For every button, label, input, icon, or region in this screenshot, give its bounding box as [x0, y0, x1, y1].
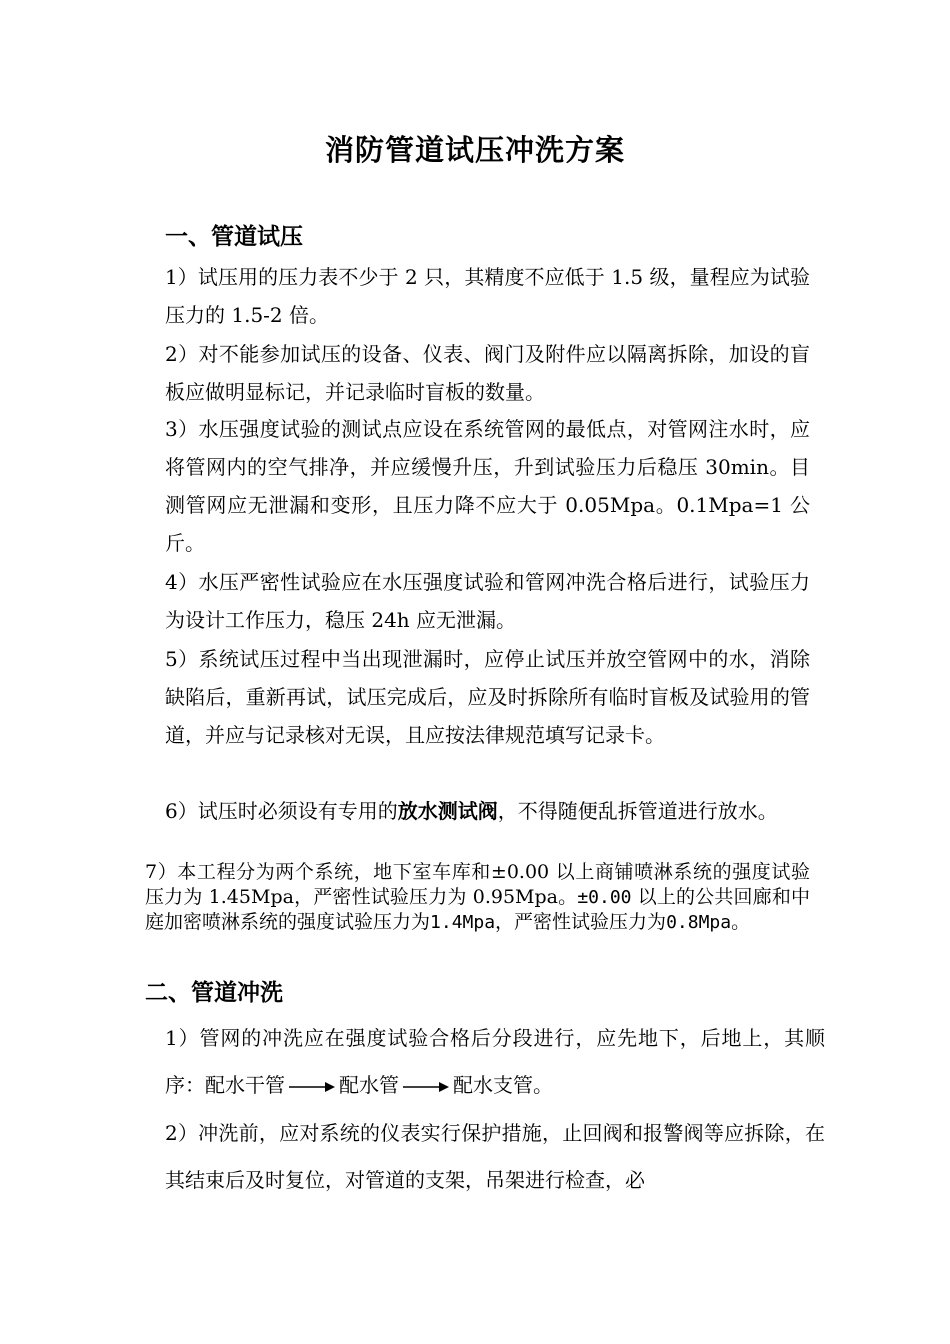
- arrow-right-icon: [289, 1081, 335, 1093]
- section-heading-flushing: 二、管道冲洗: [145, 980, 283, 1006]
- section-heading-pressure-test: 一、管道试压: [165, 224, 303, 250]
- paragraph-7: [145, 860, 810, 936]
- arrow-right-icon: [403, 1081, 449, 1093]
- paragraph-6-text-b: ，不得随便乱拆管道进行放水。: [497, 799, 778, 823]
- flush-paragraph-2: 2）冲洗前，应对系统的仪表实行保护措施，止回阀和报警阀等应拆除，在其结束后及时复位，对管道的支架，吊架进行检查，必: [165, 1121, 825, 1192]
- flush-paragraph-1-text-a: 1）管网的冲洗应在强度试验合格后分段进行，应先地下，后地上，其顺序：配水干管: [165, 1026, 825, 1097]
- paragraph-4: 4）水压严密性试验应在水压强度试验和管网冲洗合格后进行，试验压力为设计工作压力，稳压 24h 应无泄漏。: [165, 570, 810, 632]
- paragraph-7-tightness-pressure: 0.8Mpa: [666, 912, 732, 933]
- paragraph-1: 1）试压用的压力表不少于 2 只，其精度不应低于 1.5 级，量程应为试验压力的 1.5-2 倍。: [165, 265, 810, 327]
- paragraph-5: 5）系统试压过程中当出现泄漏时，应停止试压并放空管网中的水，消除缺陷后，重新再试，试压完成后，应及时拆除所有临时盲板及试验用的管道，并应与记录核对无误，且应按法律规范填写记录卡。: [165, 647, 810, 747]
- paragraph-3: 3）水压强度试验的测试点应设在系统管网的最低点，对管网注水时，应将管网内的空气排净，并应缓慢升压，升到试验压力后稳压 30min。目测管网应无泄漏和变形，且压力降不应大于 0.05Mpa。0.1Mpa=1 公斤。: [165, 417, 810, 555]
- paragraph-6: [165, 792, 810, 830]
- document-title: 消防管道试压冲洗方案: [324, 133, 625, 167]
- paragraph-7-text-c: 以上的公共回廊和中庭加密喷淋系统的强度试验压力为: [145, 885, 810, 933]
- paragraph-7-text-e: ，严密性试验压力为: [495, 911, 667, 933]
- paragraph-2: 2）对不能参加试压的设备、仪表、阀门及附件应以隔离拆除，加设的盲板应做明显标记，并记录临时盲板的数量。: [165, 342, 810, 404]
- paragraph-7-strength-pressure: 1.4Mpa: [430, 912, 496, 933]
- flush-paragraph-1: [165, 1015, 825, 1109]
- paragraph-6-text-a: 6）试压时必须设有专用的: [165, 799, 398, 823]
- paragraph-7-text-g: 。: [731, 911, 751, 933]
- flush-paragraph-1-text-b: 配水管: [339, 1073, 399, 1097]
- paragraph-7-level: ±0.00: [577, 886, 632, 908]
- paragraph-6-bold-term: 放水测试阀: [397, 799, 498, 823]
- paragraph-7-text-a: 7）本工程分为两个系统，地下室车库和±0.00 以上商铺喷淋系统的强度试验压力为 1.45Mpa，严密性试验压力为 0.95Mpa。: [145, 861, 810, 908]
- flush-paragraph-1-text-c: 配水支管。: [453, 1073, 553, 1097]
